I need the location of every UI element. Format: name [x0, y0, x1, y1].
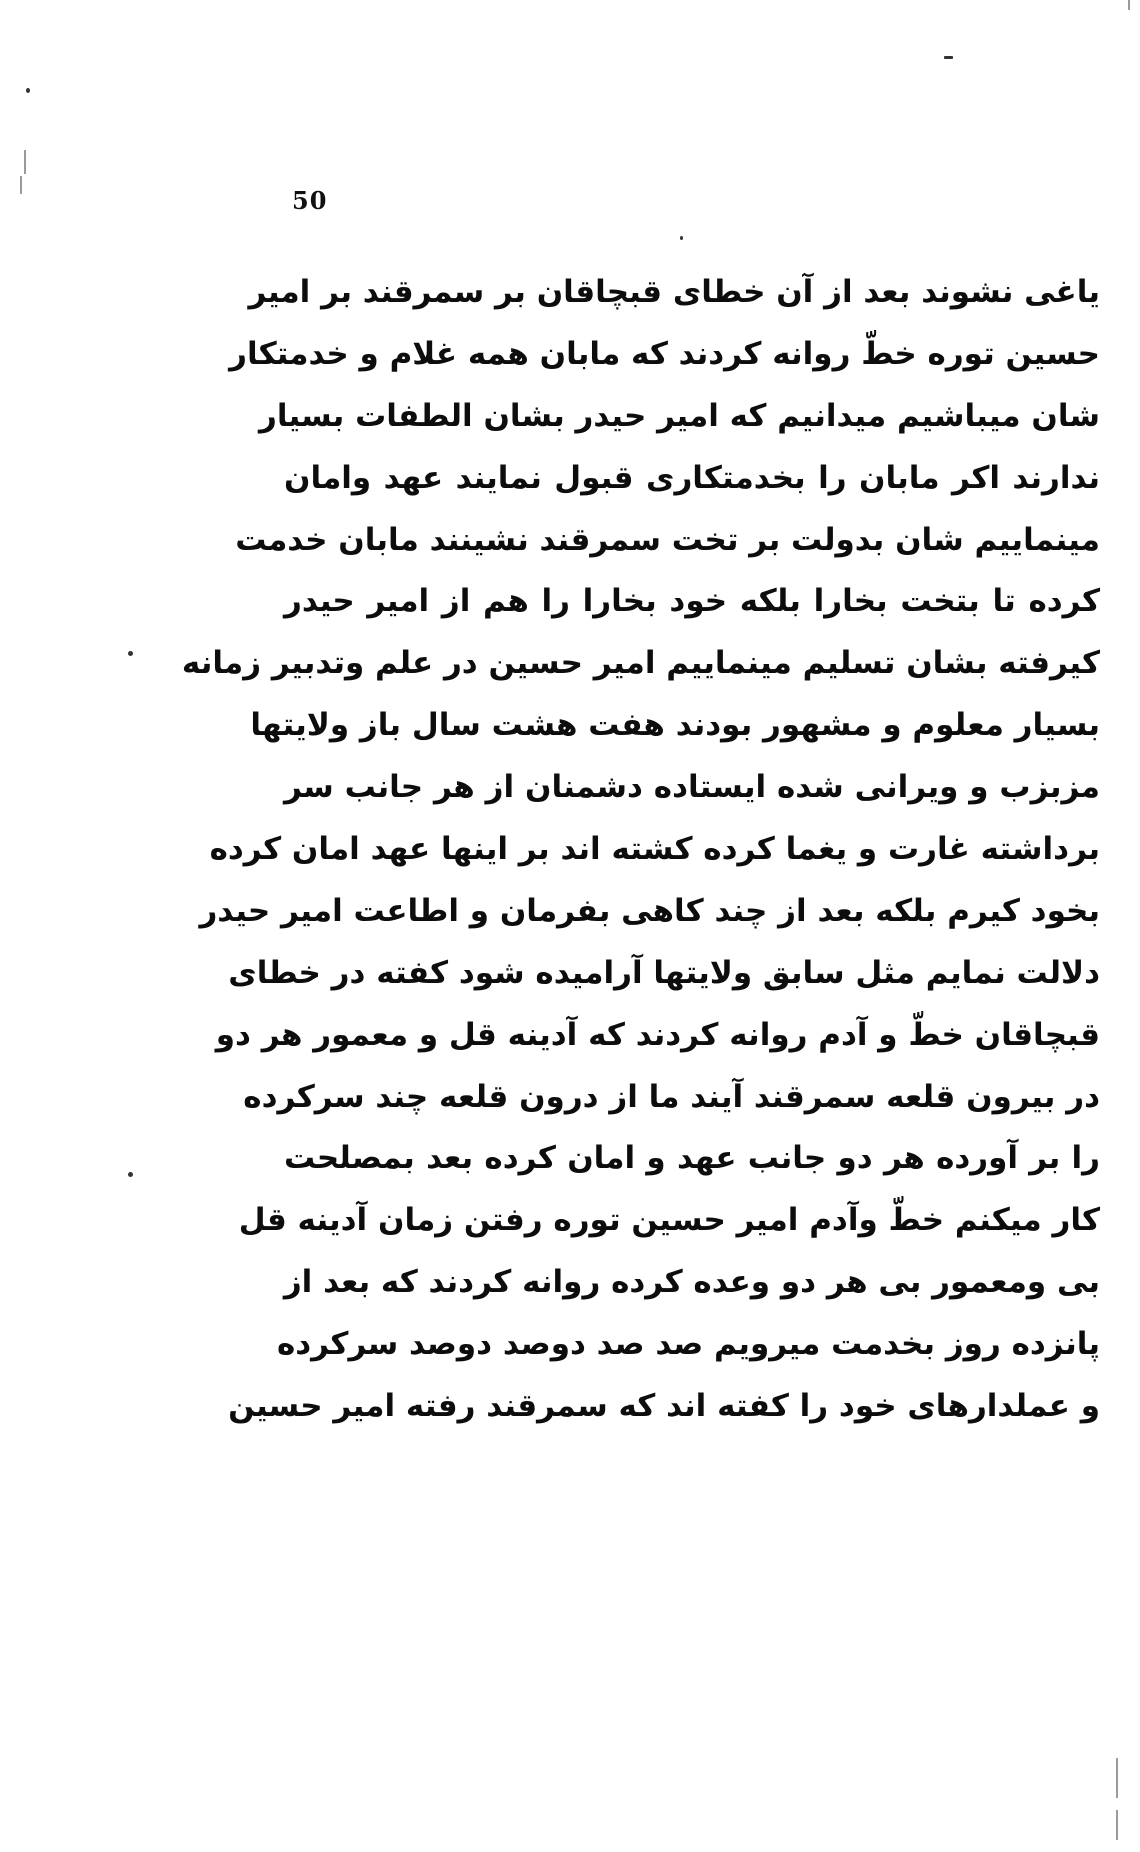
text-line: بی ومعمور بی هر دو وعده کرده روانه کردند که بعد از [283, 1264, 1100, 1301]
margin-mark [24, 150, 26, 174]
text-line: بسیار معلوم و مشهور بودند هفت هشت سال باز ولایتها [250, 707, 1100, 744]
margin-mark [1128, 0, 1130, 10]
scan-speck [26, 88, 30, 93]
text-line: حسین توره خطّ روانه کردند که مابان همه غلام و خدمتکار [229, 335, 1100, 372]
text-line: کار میکنم خطّ وآدم امیر حسین توره رفتن زمان آدینه قل [238, 1202, 1100, 1239]
scan-speck [680, 236, 683, 240]
text-line: و عملدارهای خود را کفته اند که سمرقند رفته امیر حسین [228, 1388, 1100, 1425]
text-line: قبچاقان خطّ و آدم روانه کردند که آدینه قل و معمور هر دو [215, 1016, 1100, 1053]
text-line: را بر آورده هر دو جانب عهد و امان کرده بعد بمصلحت [284, 1140, 1100, 1177]
text-line: بخود کیرم بلکه بعد از چند کاهی بفرمان و اطاعت امیر حیدر [199, 892, 1100, 929]
scan-speck [944, 56, 953, 59]
body-text [181, 262, 1100, 1438]
text-line: در بیرون قلعه سمرقند آیند ما از درون قلعه چند سرکرده [243, 1078, 1100, 1115]
text-line: شان میباشیم میدانیم که امیر حیدر بشان الطفات بسیار [258, 397, 1100, 434]
text-line: مینماییم شان بدولت بر تخت سمرقند نشینند مابان خدمت [235, 521, 1100, 558]
margin-mark [1116, 1758, 1118, 1798]
margin-mark [1116, 1810, 1118, 1840]
text-line: مزبزب و ویرانی شده ایستاده دشمنان از هر جانب سر [284, 769, 1100, 806]
margin-mark [20, 176, 22, 194]
text-line: کیرفته بشان تسلیم مینماییم امیر حسین در علم وتدبیر زمانه [181, 645, 1100, 682]
text-line: کرده تا بتخت بخارا بلکه خود بخارا را هم از امیر حیدر [284, 583, 1100, 620]
text-line: ندارند اکر مابان را بخدمتکاری قبول نمایند عهد وامان [284, 459, 1100, 496]
page-number: 50 [292, 186, 328, 215]
scan-speck [128, 1172, 133, 1177]
scan-speck [128, 651, 133, 656]
text-line: پانزده روز بخدمت میرویم صد صد دوصد دوصد سرکرده [276, 1326, 1100, 1363]
text-line: یاغی نشوند بعد از آن خطای قبچاقان بر سمرقند بر امیر [248, 274, 1100, 310]
text-line: برداشته غارت و یغما کرده کشته اند بر اینها عهد امان کرده [209, 831, 1100, 868]
text-line: دلالت نمایم مثل سابق ولایتها آرامیده شود کفته در خطای [228, 954, 1100, 991]
